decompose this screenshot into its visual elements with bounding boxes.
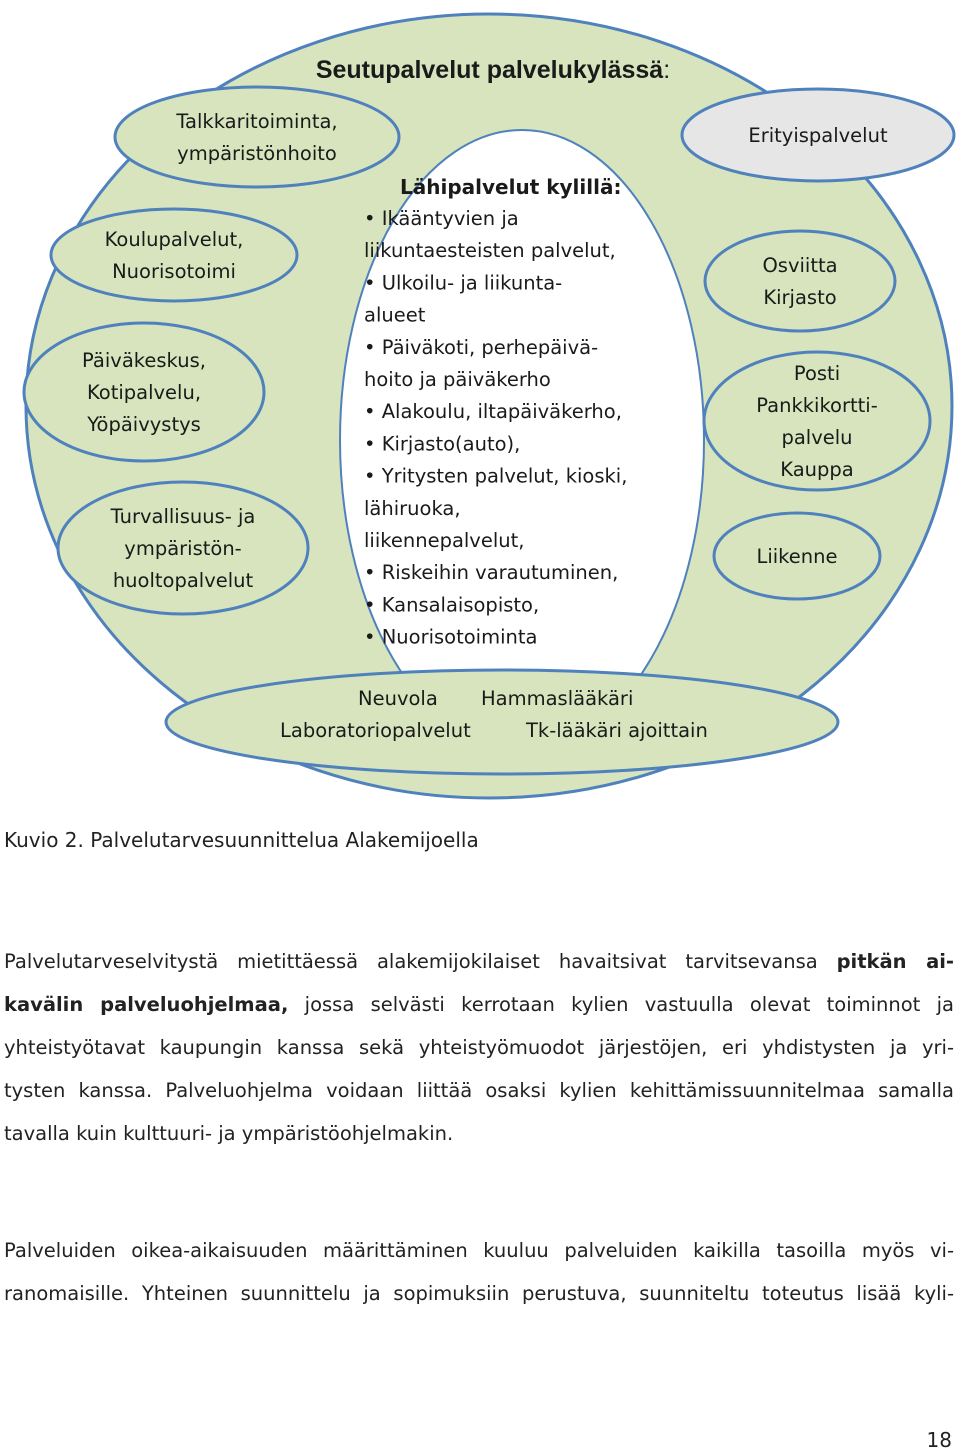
local-service-line: • Päiväkoti, perhepäivä- bbox=[364, 335, 599, 359]
tk-laakari-label: Tk-lääkäri ajoittain bbox=[526, 719, 708, 742]
left-oval-label: Turvallisuus- ja bbox=[110, 505, 256, 528]
local-service-line: • Ulkoilu- ja liikunta- bbox=[364, 271, 563, 295]
local-service-line: liikennepalvelut, bbox=[364, 529, 525, 552]
left-oval-label: Yöpäivystys bbox=[87, 413, 201, 436]
laboratorio-label: Laboratoriopalvelut bbox=[280, 719, 471, 742]
oval-osviitta bbox=[705, 231, 895, 331]
neuvola-label: Neuvola bbox=[358, 687, 438, 710]
left-oval-label: ympäristön- bbox=[124, 537, 242, 560]
right-oval-label: Kirjasto bbox=[763, 286, 837, 309]
right-oval-label: Osviitta bbox=[762, 254, 838, 277]
left-oval-label: huoltopalvelut bbox=[112, 569, 254, 592]
p1-line1-bold: pitkän ai- bbox=[836, 950, 955, 973]
p2-line1: Palveluiden oikea-aikaisuuden määrittäminen kuuluu palveluiden kaikilla tasoilla myös vi- bbox=[4, 1239, 954, 1262]
local-service-line: lähiruoka, bbox=[364, 496, 461, 520]
oval-health-services bbox=[166, 670, 838, 774]
right-oval-label: Liikenne bbox=[756, 545, 838, 568]
paragraph-2 bbox=[4, 1229, 954, 1315]
p1-line4: tysten kanssa. Palveluohjelma voidaan liittää osaksi kylien kehittämissuunnitelmaa samalla bbox=[4, 1079, 954, 1102]
page-number: 18 bbox=[926, 1428, 952, 1452]
local-service-line: • Kansalaisopisto, bbox=[364, 593, 540, 617]
outer-title: Seutupalvelut palvelukylässä: bbox=[315, 56, 671, 84]
hammaslaakari-label: Hammaslääkäri bbox=[481, 687, 634, 710]
left-oval-label: Koulupalvelut, bbox=[104, 228, 244, 251]
left-oval-label: ympäristönhoito bbox=[177, 142, 337, 165]
local-service-line: • Riskeihin varautuminen, bbox=[364, 561, 619, 585]
local-service-line: • Kirjasto(auto), bbox=[364, 432, 521, 456]
right-oval-label: Kauppa bbox=[780, 458, 854, 481]
p1-line3: yhteistyötavat kaupungin kanssa sekä yhteistyömuodot järjestöjen, eri yhdistysten ja yri- bbox=[4, 1036, 954, 1059]
oval-talkkaritoiminta bbox=[115, 87, 399, 187]
local-service-line: hoito ja päiväkerho bbox=[364, 368, 551, 391]
local-services-heading: Lähipalvelut kylillä: bbox=[400, 175, 622, 199]
local-service-line: • Nuorisotoiminta bbox=[364, 625, 538, 649]
p1-line1-text: Palvelutarveselvitystä mietittäessä alakemijokilaiset havaitsivat tarvitsevansa bbox=[4, 950, 837, 973]
oval-koulupalvelut bbox=[51, 209, 297, 301]
local-service-line: • Ikääntyvien ja bbox=[364, 207, 519, 230]
figure-caption: Kuvio 2. Palvelutarvesuunnittelua Alakemijoella bbox=[4, 828, 479, 852]
paragraph-1 bbox=[4, 940, 954, 1155]
local-service-line: alueet bbox=[364, 303, 426, 327]
right-oval-label: palvelu bbox=[781, 426, 853, 449]
p1-line5: tavalla kuin kulttuuri- ja ympäristöohjelmakin. bbox=[4, 1122, 454, 1145]
left-oval-label: Kotipalvelu, bbox=[86, 381, 202, 404]
local-service-line: liikuntaesteisten palvelut, bbox=[364, 239, 616, 263]
local-service-line: • Yritysten palvelut, kioski, bbox=[364, 464, 628, 488]
p2-line2: ranomaisille. Yhteinen suunnittelu ja sopimuksiin perustuva, suunniteltu toteutus lisää kyli- bbox=[4, 1282, 954, 1305]
right-oval-label: Posti bbox=[793, 362, 841, 385]
left-oval-label: Nuorisotoimi bbox=[112, 260, 236, 283]
left-oval-label: Päiväkeskus, bbox=[82, 349, 206, 372]
p1-line2-bold: kavälin palveluohjelmaa, bbox=[4, 993, 289, 1016]
left-oval-label: Talkkaritoiminta, bbox=[176, 110, 338, 133]
right-oval-label: Pankkikortti- bbox=[756, 394, 878, 417]
local-service-line: • Alakoulu, iltapäiväkerho, bbox=[364, 400, 622, 424]
p1-line2-text: jossa selvästi kerrotaan kylien vastuulla olevat toiminnot ja bbox=[288, 993, 954, 1016]
right-oval-label: Erityispalvelut bbox=[748, 124, 888, 147]
